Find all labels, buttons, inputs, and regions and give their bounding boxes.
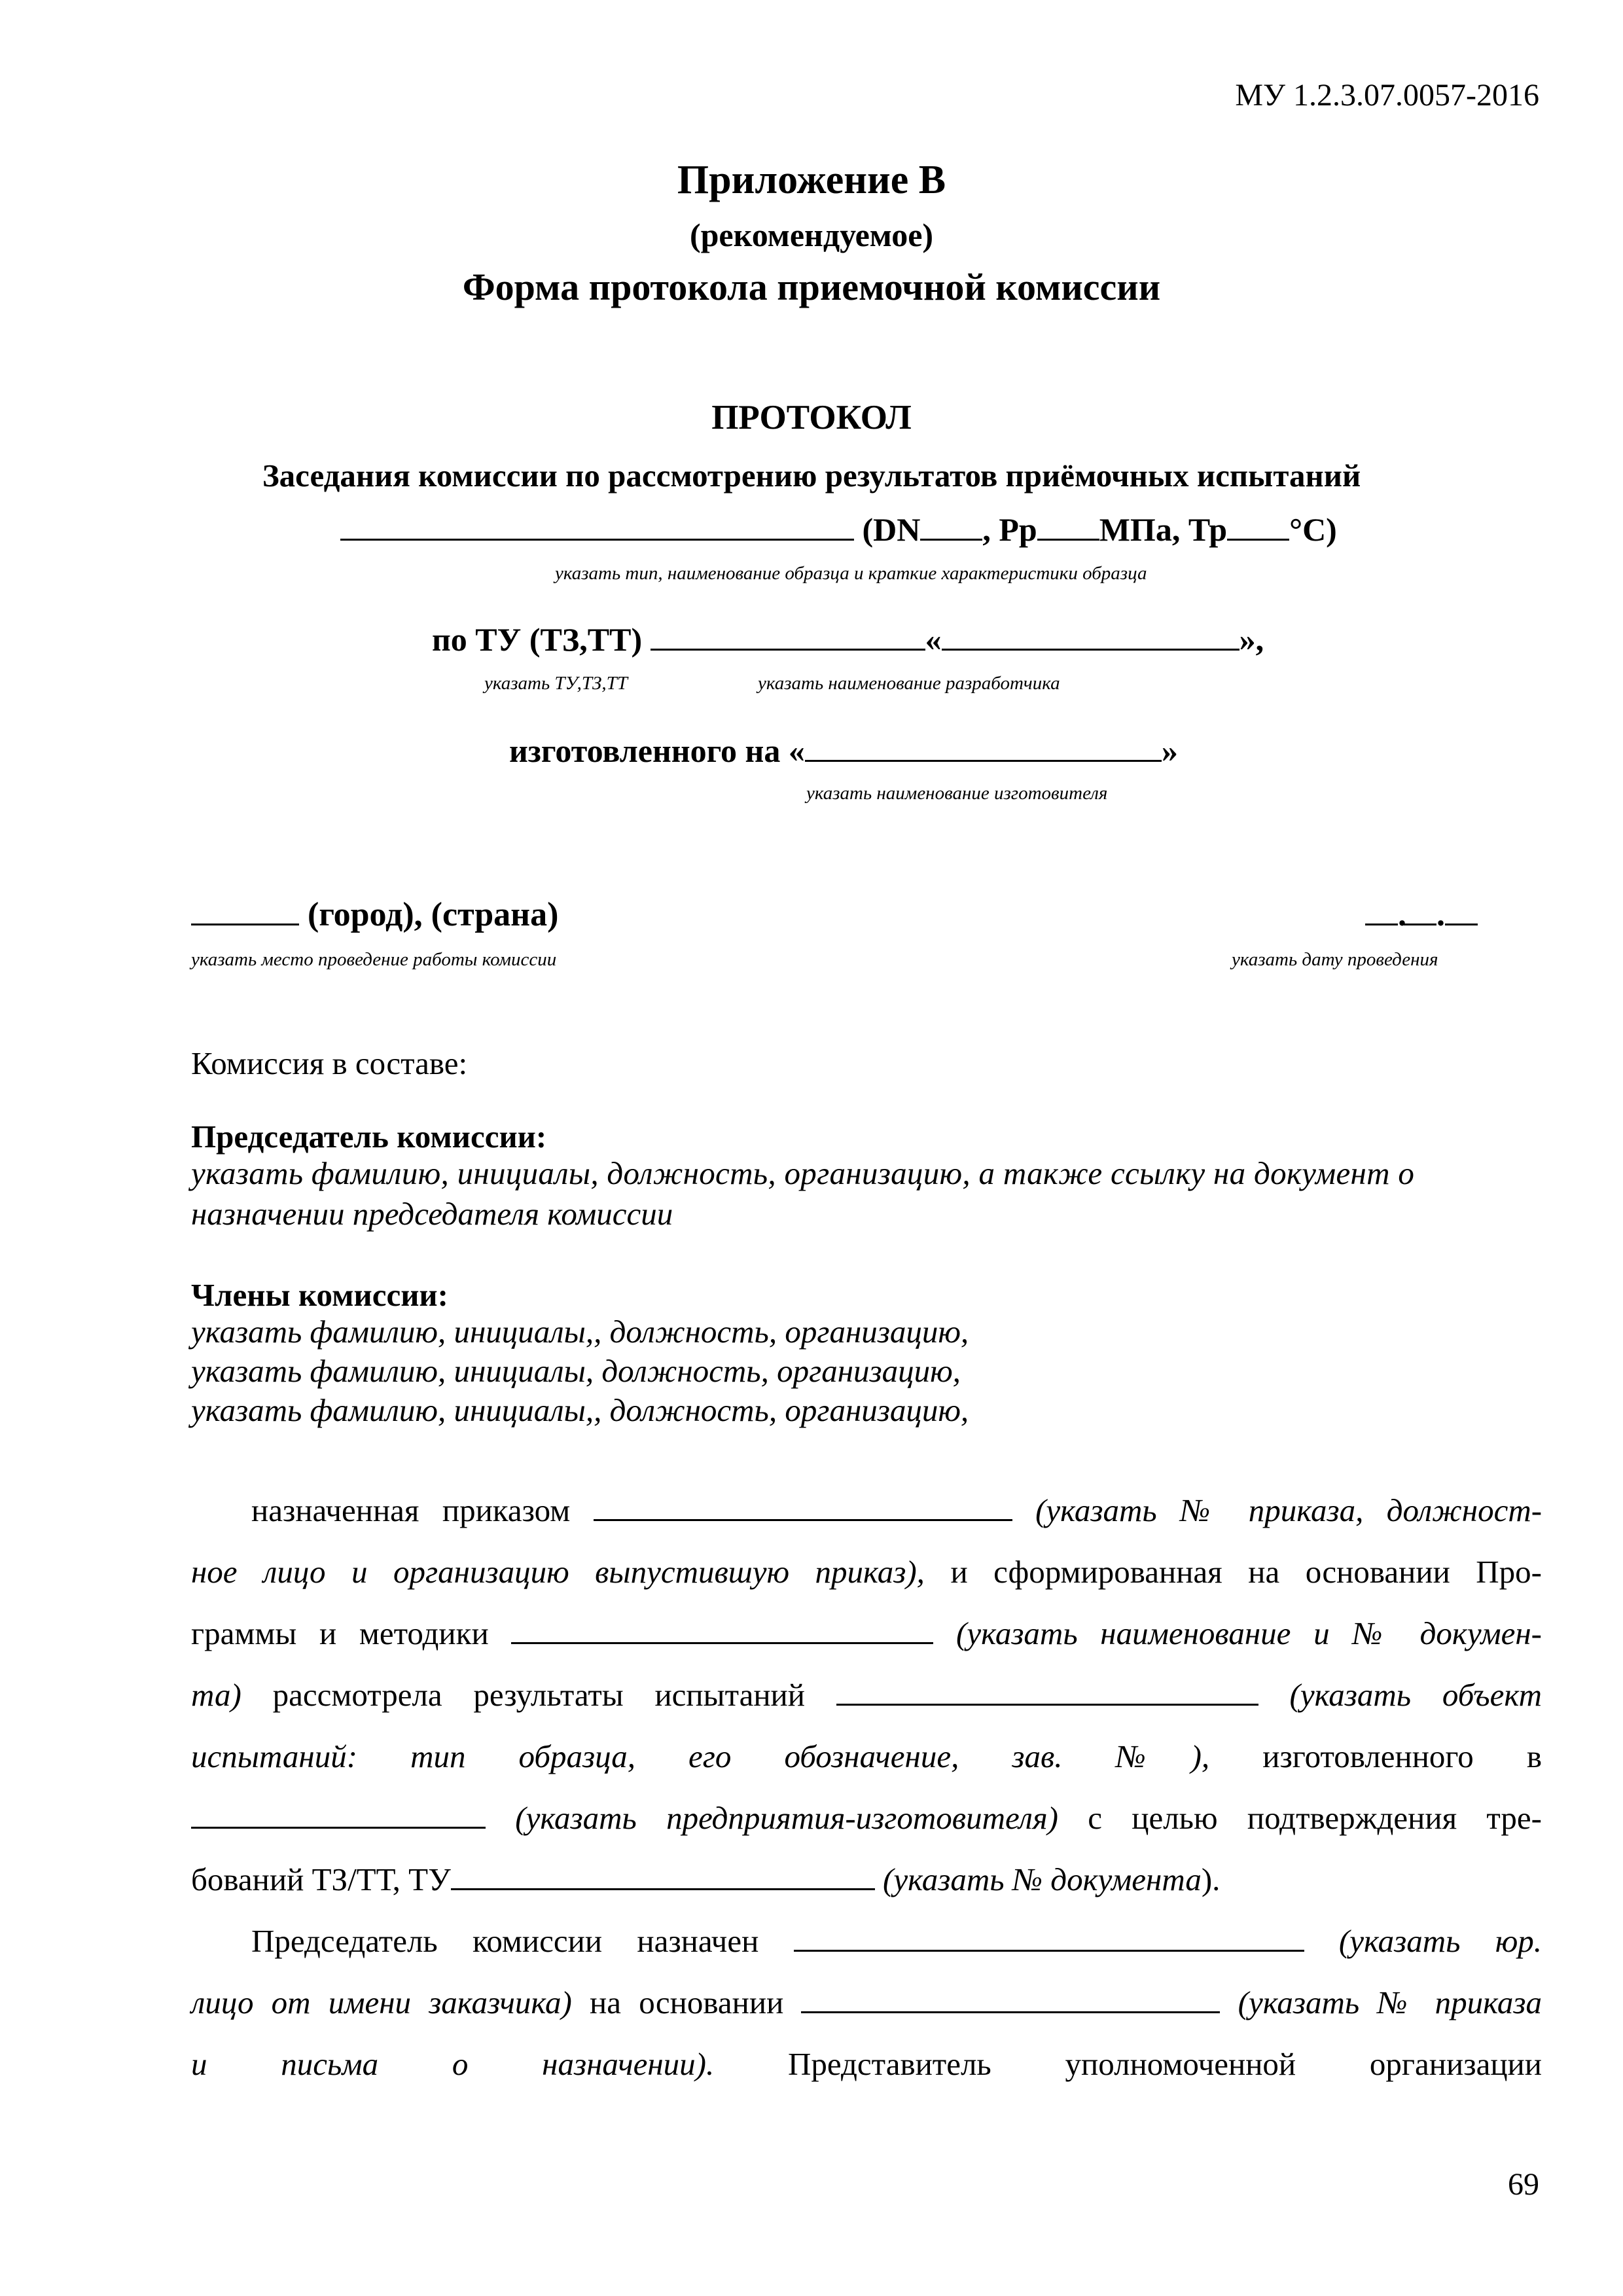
caption-tu: указать ТУ,ТЗ,ТТ <box>484 673 628 694</box>
commission-intro: Комиссия в составе: <box>191 1045 468 1081</box>
month-blank[interactable] <box>1404 899 1436 925</box>
city-country-label: (город), (страна) <box>308 896 559 933</box>
member-line: указать фамилию, инициалы,, должность, организацию, <box>191 1314 969 1350</box>
manufactured-close: » <box>1161 732 1178 769</box>
body-p2-line-1 <box>251 1922 1542 1961</box>
manufactured-label: изготовленного на « <box>509 732 805 769</box>
members-label: Члены комиссии: <box>191 1277 448 1313</box>
appendix-title: Приложение В <box>677 158 946 202</box>
recommended-label: (рекомендуемое) <box>689 217 934 253</box>
order-blank[interactable] <box>594 1494 1012 1521</box>
manufactured-line <box>509 732 1178 770</box>
text-segment: ное лицо и организацию выпустившую приказ), <box>191 1554 925 1590</box>
enterprise-blank[interactable] <box>191 1802 486 1829</box>
text-segment: испытаний: тип образца, его обозначение, зав. №), <box>191 1738 1210 1774</box>
body-p1-line-4 <box>191 1676 1542 1715</box>
pp-blank[interactable] <box>1037 514 1099 541</box>
member-line: указать фамилию, инициалы,, должность, организацию, <box>191 1392 969 1428</box>
body-p1-line-3 <box>191 1614 1542 1653</box>
body-p1-line-2 <box>191 1552 1542 1592</box>
mpa-label: МПа, Тр <box>1099 511 1228 548</box>
text-segment: (указать объект <box>1289 1677 1542 1713</box>
caption-sample: указать тип, наименование образца и краткие характеристики образца <box>555 563 1147 584</box>
chair-org-blank[interactable] <box>794 1925 1304 1952</box>
quote-open: « <box>925 621 942 658</box>
place-line <box>191 895 558 934</box>
dn-label: (DN <box>862 511 921 548</box>
text-segment: лицо от имени заказчика) <box>191 1984 572 2020</box>
text-segment: (указать юр. <box>1338 1923 1543 1959</box>
chair-text-line-1: указать фамилию, инициалы, должность, организацию, а также ссылку на документ о <box>191 1155 1415 1191</box>
date-line: . . <box>1365 895 1478 934</box>
chair-label: Председатель комиссии: <box>191 1119 547 1155</box>
form-title: Форма протокола приемочной комиссии <box>462 266 1161 308</box>
protocol-heading: ПРОТОКОЛ <box>711 399 912 437</box>
tu-label: по ТУ (ТЗ,ТТ) <box>432 621 643 658</box>
text-segment: с целью подтверждения тре- <box>1088 1800 1542 1836</box>
text-segment: (указать № документа <box>883 1861 1202 1897</box>
text-segment: ). <box>1201 1861 1221 1897</box>
sample-params-line <box>340 511 1337 548</box>
basis-blank[interactable] <box>801 1986 1220 2013</box>
text-segment: та) <box>191 1677 241 1713</box>
caption-developer: указать наименование разработчика <box>758 673 1060 694</box>
tu-line <box>432 620 1264 658</box>
text-segment: граммы и методики <box>191 1615 489 1651</box>
body-p2-line-2 <box>191 1983 1542 2022</box>
tr-blank[interactable] <box>1227 514 1289 541</box>
page-number: 69 <box>1508 2167 1539 2202</box>
text-segment: (указать предприятия-изготовителя) <box>515 1800 1058 1836</box>
document-code: МУ 1.2.3.07.0057-2016 <box>1235 78 1539 113</box>
pp-label: , Pp <box>982 511 1037 548</box>
text-segment: и письма о назначении). <box>191 2046 715 2082</box>
text-segment: (указать № приказа, должност- <box>1035 1492 1543 1528</box>
text-segment: (указать № приказа <box>1238 1984 1542 2020</box>
document-blank[interactable] <box>451 1863 875 1890</box>
sample-blank[interactable] <box>340 514 854 541</box>
text-segment: назначенная приказом <box>251 1492 571 1528</box>
place-blank[interactable] <box>191 899 299 925</box>
caption-manufacturer: указать наименование изготовителя <box>806 783 1108 804</box>
chair-text-line-2: назначении председателя комиссии <box>191 1196 673 1232</box>
text-segment: бований ТЗ/ТТ, ТУ <box>191 1861 451 1897</box>
text-segment: на основании <box>590 1984 784 2020</box>
body-p1-line-1 <box>251 1491 1542 1530</box>
member-line: указать фамилию, инициалы, должность, организацию, <box>191 1353 961 1389</box>
manufacturer-blank[interactable] <box>805 735 1162 762</box>
text-segment: (указать наименование и № докумен- <box>956 1615 1542 1651</box>
tu-blank[interactable] <box>651 624 925 651</box>
body-p1-line-5 <box>191 1737 1542 1776</box>
text-segment: рассмотрела результаты испытаний <box>272 1677 805 1713</box>
tr-unit-label: °C) <box>1289 511 1337 548</box>
text-segment: и сформированная на основании Про- <box>950 1554 1543 1590</box>
test-results-blank[interactable] <box>836 1679 1258 1706</box>
text-segment: Председатель комиссии назначен <box>251 1923 759 1959</box>
quote-close: », <box>1239 621 1264 658</box>
protocol-subheading: Заседания комиссии по рассмотрению результатов приёмочных испытаний <box>262 457 1361 493</box>
text-segment: изготовленного в <box>1262 1738 1542 1774</box>
text-segment: Представитель уполномоченной организации <box>788 2046 1542 2082</box>
body-p1-line-7 <box>191 1860 1542 1899</box>
body-p1-line-6 <box>191 1799 1542 1838</box>
year-blank[interactable] <box>1445 899 1478 925</box>
caption-date: указать дату проведения <box>1232 949 1438 970</box>
program-blank[interactable] <box>511 1617 933 1644</box>
day-blank[interactable] <box>1365 899 1398 925</box>
developer-blank[interactable] <box>942 624 1240 651</box>
caption-place: указать место проведение работы комиссии <box>191 949 557 970</box>
body-p2-line-3 <box>191 2045 1542 2084</box>
dn-blank[interactable] <box>920 514 982 541</box>
